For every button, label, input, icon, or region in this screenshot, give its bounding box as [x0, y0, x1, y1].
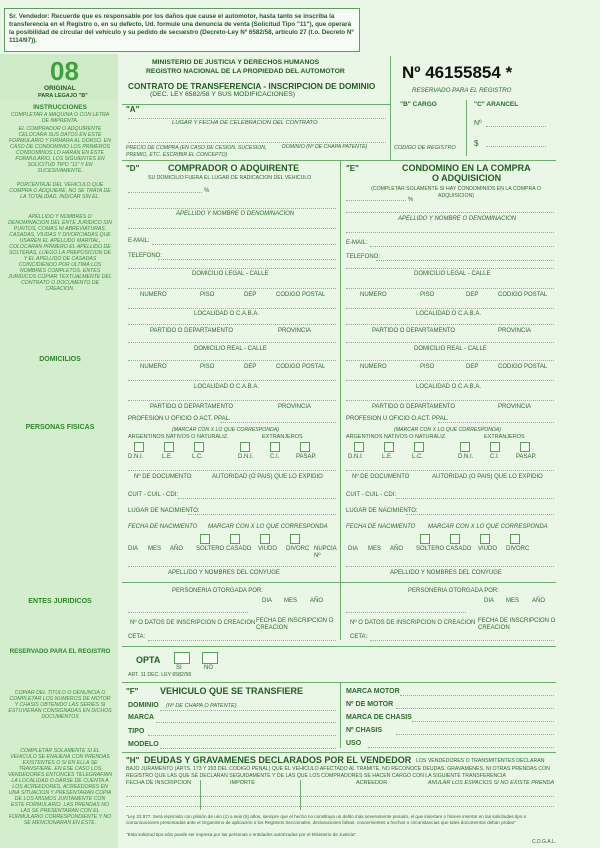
d-mark-x-label: (MARCAR CON X LO QUE CORRESPONDA) — [172, 427, 279, 433]
e-name-line2 — [346, 232, 554, 233]
h-row-line-1 — [126, 796, 554, 797]
arancel-n-line — [486, 126, 546, 127]
reserved-label: RESERVADO PARA EL REGISTRO — [412, 87, 512, 94]
e-widowed-label: VIUDO — [478, 546, 498, 552]
section-e-subtitle: (COMPLETAR SOLAMENTE SI HAY CONDOMINIOS EN LA COMPRA O ADQUISICION) — [371, 186, 541, 199]
e-pasap-label: PASAP. — [516, 454, 537, 460]
e-entes-date-label: FECHA DE INSCRIPCION O CREACION — [478, 618, 556, 631]
d-entes-divider — [122, 582, 556, 583]
section-e-title: CONDOMINO EN LA COMPRA — [402, 163, 531, 173]
instructions-sidebar — [0, 100, 118, 848]
e-birthdate-label: FECHA DE NACIMIENTO — [346, 524, 416, 530]
h-cancel-col: ANULAR LOS ESPACIOS SI NO EXISTE PRENDA — [428, 780, 555, 786]
d-real-postal-label: CODIGO POSTAL — [276, 364, 326, 370]
d-phone-line — [158, 259, 336, 260]
e-legal-number-line — [346, 288, 554, 289]
d-real-partido-line — [128, 400, 336, 401]
e-entes-day-label: DIA — [484, 598, 495, 604]
d-legal-partido-label: PARTIDO O DEPARTAMENTO — [150, 328, 234, 334]
d-legal-postal-label: CODIGO POSTAL — [276, 292, 326, 298]
seller-warning-text: Sr. Vendedor: Recuerde que es responsable por los daños que cause el automotor, hasta tanto se inscriba la transferencia en el Registro o, en su defecto, Ud. formule una denuncia de venta (Solicitud Tipo "11"), que operará la posibilidad de circular del vehículo y su pedido de secuestro (Decreto-Ley Nº 6582/58, artículo 27 (t.o. Decreto Nº 1114/97)). — [9, 13, 354, 44]
d-entes-year-label: AÑO — [310, 598, 324, 604]
h-col-divider-2 — [300, 780, 301, 810]
d-cuit-line — [178, 498, 336, 499]
e-real-postal-label: CODIGO POSTAL — [498, 364, 548, 370]
f-domain-line — [160, 710, 336, 711]
footer-code: C.D.G.A.L. — [532, 839, 557, 845]
e-divorced-label: DIVORC — [506, 546, 530, 552]
e-mark-x2-label: MARCAR CON X LO QUE CORRESPONDA — [428, 524, 548, 530]
sidebar-personas-fisicas: PERSONAS FISICAS — [25, 424, 95, 431]
section-d-subtitle: SU DOMICILIO FUERA EL LUGAR DE RADICACION DEL VEHICULO — [148, 175, 312, 181]
f-engine-brand-label: MARCA MOTOR — [346, 688, 400, 695]
section-a-label: "A" — [126, 105, 140, 114]
e-ci-label: C.I. — [490, 454, 500, 460]
d-profession-line — [220, 422, 336, 423]
reserved-divider — [466, 100, 467, 156]
section-h-top-line — [122, 752, 556, 753]
d-day-label: DIA — [128, 546, 139, 552]
e-real-locality-label: LOCALIDAD O C.A.B.A. — [416, 384, 482, 390]
d-doc-box-5[interactable] — [270, 442, 280, 452]
f-type-label: TIPO — [128, 728, 145, 735]
e-ceta-line — [370, 640, 554, 641]
contract-place-line — [128, 118, 386, 119]
e-status-box-1[interactable] — [420, 534, 430, 544]
e-phone-label: TELEFONO: — [346, 254, 381, 260]
sidebar-instruction-3: PORCENTAJE DEL VEHICULO QUE COMPRA O ADQUIERE, NO SE TRATA DE LA TOTALIDAD, INDICAR SIN EL. — [9, 182, 111, 200]
e-dni-label: D.N.I. — [348, 454, 364, 460]
d-doc-number-line — [128, 470, 336, 471]
section-a-divider — [390, 56, 391, 160]
e-email-line — [370, 246, 554, 247]
f-engine-brand-line — [400, 695, 554, 696]
section-e-percent: % — [408, 197, 414, 203]
footer-note-1: "Ley 22.977. Será reprimido con prisión de uno (1) a seis (6) años, siempre que el hecho no constituya un delito más severamente penado, el que insertare o hiciere insertar en las solicitudes tipo o comunicaciones presentadas ante el Organismo de aplicación o los Registros Seccionales, declaraciones falsas, concernientes a hechos o circunstancias que tales documentos deban probar" — [126, 814, 527, 825]
d-real-locality-label: LOCALIDAD O C.A.B.A. — [194, 384, 260, 390]
e-legal-floor-label: PISO — [420, 292, 435, 298]
d-doc-box-2[interactable] — [164, 442, 174, 452]
e-argentinos-label: ARGENTINOS NATIVOS O NATURALIZ. — [346, 434, 447, 440]
f-model-line — [160, 748, 336, 749]
d-profession-label: PROFESION U OFICIO O ACT. PPAL. — [128, 416, 231, 422]
e-doc-authority-label: AUTORIDAD (O PAIS) QUE LO EXPIDIO — [432, 474, 543, 480]
law-subtitle: (DEC. LEY 6582/58 Y SUS MODIFICACIONES) — [150, 91, 296, 98]
e-profession-line — [438, 422, 554, 423]
section-d-title: COMPRADOR O ADQUIRENTE — [168, 163, 300, 173]
e-profession-label: PROFESION U OFICIO O ACT. PPAL. — [346, 416, 449, 422]
h-row-line-2 — [126, 806, 554, 807]
h-date-col: FECHA DE INSCRIPCION — [126, 780, 192, 786]
d-legal-locality-line — [128, 308, 336, 309]
d-real-locality-line — [128, 380, 336, 381]
sidebar-instruction-6: COMPLETAR SOLAMENTE SI EL VEHICULO SE ENAJENA CON PRENDAS EXISTENTES O SI EN ELLA SE TRANSFIERE. EN ESE CASO LOS VENDEDORES ENTONCES TELEGRAFIAN LA LOCALIDAD O DARSE DE CUENTA A LOS ACREEDORES, ACREEDORES EN UNA SITUACION Y PRESENTARAN COPIA DE LOS MISMOS JUNTAMENTE CON ESTE FORMULARIO. LAS PRENDAS NO LAS SE PRESENTARAN CON EL FORMULARIO CORRESPONDIENTE Y NO SE MENCIONARAN EN ESTE. — [8, 748, 112, 826]
d-dni-label: D.N.I. — [128, 454, 144, 460]
f-use-label: USO — [346, 740, 362, 747]
e-real-number-label: NUMERO — [360, 364, 387, 370]
d-doc-number-label: Nº DE DOCUMENTO — [134, 474, 192, 480]
e-real-province-label: PROVINCIA — [498, 404, 532, 410]
d-year-label: AÑO — [170, 546, 184, 552]
section-h-label: "H" — [126, 756, 140, 765]
e-phone-line — [376, 260, 554, 261]
e-status-box-3[interactable] — [480, 534, 490, 544]
e-entes-year-label: AÑO — [532, 598, 546, 604]
d-email-label: E-MAIL: — [128, 238, 150, 244]
d-doc-box-1[interactable] — [134, 442, 144, 452]
f-model-label: MODELO — [128, 741, 159, 748]
e-name-line — [346, 212, 554, 213]
e-doc-box-3[interactable] — [414, 442, 424, 452]
d-married-label: CASADO — [226, 546, 252, 552]
h-col-divider-1 — [200, 780, 201, 810]
d-legal-street-line — [128, 268, 336, 269]
domain-plate-label: DOMINIO (Nº DE CHAPA PATENTE) — [282, 144, 368, 150]
d-entes-month-label: MES — [284, 598, 298, 604]
d-entes-data-label: Nº O DATOS DE INSCRIPCION O CREACION — [130, 620, 256, 626]
opta-art-label: ART. 11 DEC. LEY 6582/58 — [128, 672, 192, 678]
section-a-top-line — [122, 104, 390, 105]
d-le-label: L.E. — [162, 454, 173, 460]
d-ci-label: C.I. — [270, 454, 280, 460]
f-brand-line — [156, 722, 336, 723]
d-ceta-line — [148, 640, 336, 641]
e-real-number-line — [346, 360, 554, 361]
e-status-box-4[interactable] — [510, 534, 520, 544]
sidebar-instruction-2: EL COMPRADOR O ADQUIRENTE CELOCARA SUS DATOS EN ESTE FORMULARIO Y FIRMARA AL DORSO. EN CASO DE CONDOMINIO LOS PRIMEROS CONDOMINOS LO HARAN EN ESTE FORMULARIO, LOS SIGUIENTES EN SOLICITUD TIPO "11" Y EN SUCESIVAMENTE. — [9, 126, 111, 174]
d-lc-label: L.C. — [192, 454, 204, 460]
e-legal-number-label: NUMERO — [360, 292, 387, 298]
d-legal-number-label: NUMERO — [140, 292, 167, 298]
e-doc-number-line — [346, 470, 554, 471]
section-h-text: LOS VENDEDORES O TRANSMITENTES DECLARAN BAJO JURAMENTO (ARTS. 173 Y 293 DEL CODIGO PENAL) QUE EL VEHICULO AFECTADO AL TRAMITE, NO RECONOCE DEUDAS, GRAVAMENES, NI OTRAS PRENDAS CON REGISTRO QUE LAS QUE SE DECLARAN SEGUIDAMENTE Y DE LAS QUE LOS COMPRADORES SE HACEN CARGO CON LA SIGUIENTE TRANSFERENCIA — [126, 758, 550, 779]
f-brand-label: MARCA — [128, 714, 155, 721]
e-legal-dep-label: DEP — [466, 292, 479, 298]
d-mark-x2-label: MARCAR CON X LO QUE CORRESPONDA — [208, 524, 328, 530]
d-real-street-label: DOMICILIO REAL - CALLE — [194, 346, 267, 352]
contract-place-label: LUGAR Y FECHA DE CELEBRACION DEL CONTRATO — [172, 120, 318, 126]
d-status-box-2[interactable] — [230, 534, 240, 544]
d-name-label: APELLIDO Y NOMBRE O DENOMINACION — [176, 211, 295, 217]
d-birthplace-label: LUGAR DE NACIMIENTO: — [128, 508, 200, 514]
d-real-floor-label: PISO — [200, 364, 215, 370]
d-real-street-line — [128, 342, 336, 343]
section-de-top-line — [122, 160, 556, 161]
d-dni-ext-label: D.N.I. — [238, 454, 254, 460]
d-legal-locality-label: LOCALIDAD O C.A.B.A. — [194, 311, 260, 317]
d-spouse-line — [128, 566, 336, 567]
d-real-partido-label: PARTIDO O DEPARTAMENTO — [150, 404, 234, 410]
e-real-partido-line — [346, 400, 554, 401]
e-month-label: MES — [368, 546, 382, 552]
e-day-label: DIA — [348, 546, 359, 552]
d-status-box-3[interactable] — [260, 534, 270, 544]
e-real-locality-line — [346, 380, 554, 381]
e-entes-data-line — [346, 612, 466, 613]
d-doc-authority-label: AUTORIDAD (O PAIS) QUE LO EXPIDIO — [212, 474, 323, 480]
e-real-floor-label: PISO — [420, 364, 435, 370]
sidebar-instruction-1: COMPLETAR A MAQUINA O CON LETRA DE IMPRENTA. — [10, 112, 110, 124]
sidebar-entes-juridicos: ENTES JURIDICOS — [28, 598, 92, 605]
d-pasap-label: PASAP. — [296, 454, 317, 460]
registry-title: REGISTRO NACIONAL DE LA PROPIEDAD DEL AUTOMOTOR — [146, 68, 345, 75]
sidebar-instructions-title: INSTRUCCIONES — [33, 104, 87, 111]
e-dni-ext-label: D.N.I. — [458, 454, 474, 460]
f-domain-note: (Nº DE CHAPA O PATENTE) — [166, 703, 237, 709]
d-spouse-label: APELLIDO Y NOMBRES DEL CONYUGE — [168, 570, 280, 576]
f-type-line — [148, 735, 336, 736]
section-d-percent: % — [204, 188, 210, 194]
e-year-label: AÑO — [390, 546, 404, 552]
sidebar-instruction-4: APELLIDO Y NOMBRES O DENOMINACION DEL ENTE JURIDICO SIN PUNTOS, COMAS NI ABREVIATURAS. CASADAS, VIUDAS Y DIVORCIADAS QUE USAREN EL APELLIDO MARITAL, COLOCARAN PRIMERO EL APELLIDO DE SOLTERAS, LUEGO LA PREPOSICION DE Y EL APELLIDO DE CASADAS COINCIDIENDO POR ULTIMA LOS NOMBRES COMPLETOS. ENTES JURIDICOS COPIAR TEXTUALMENTE DEL CONTRATO O DOCUMENTO DE CREACION. — [8, 214, 112, 292]
d-doc-box-4[interactable] — [240, 442, 250, 452]
arancel-dollar-line — [486, 146, 546, 147]
sidebar-domicilios: DOMICILIOS — [39, 356, 81, 363]
e-legal-province-label: PROVINCIA — [498, 328, 532, 334]
d-birthplace-line — [188, 514, 336, 515]
cargo-label: "B" CARGO — [400, 101, 437, 108]
section-de-divider — [340, 160, 341, 640]
section-f-title: VEHICULO QUE SE TRANSFIERE — [160, 686, 304, 696]
e-cuit-line — [396, 498, 554, 499]
d-name-line — [128, 208, 336, 209]
d-legal-number-line — [128, 288, 336, 289]
e-legal-locality-line — [346, 308, 554, 309]
opta-si-label: SI — [176, 665, 182, 671]
d-widowed-label: VIUDO — [258, 546, 278, 552]
arancel-dollar-label: $ — [474, 139, 479, 148]
opta-no-label: NO — [204, 665, 213, 671]
e-single-label: SOLTERO — [416, 546, 445, 552]
d-legal-partido-line — [128, 324, 336, 325]
e-real-street-label: DOMICILIO REAL - CALLE — [414, 346, 487, 352]
e-personeria-label: PERSONERIA OTORGADA POR: — [408, 588, 499, 594]
d-phone-label: TELEFONO: — [128, 253, 163, 259]
d-status-box-1[interactable] — [200, 534, 210, 544]
d-entes-date-label: FECHA DE INSCRIPCION O CREACION — [256, 618, 334, 631]
f-chassis-number-label: Nº CHASIS — [346, 727, 383, 734]
e-extranjeros-label: EXTRANJEROS — [484, 434, 525, 440]
f-engine-number-line — [396, 708, 554, 709]
e-doc-box-6[interactable] — [520, 442, 530, 452]
d-month-label: MES — [148, 546, 162, 552]
d-personeria-label: PERSONERIA OTORGADA POR: — [172, 588, 263, 594]
e-entes-month-label: MES — [506, 598, 520, 604]
e-real-street-line — [346, 342, 554, 343]
d-nupcia-label: NUPCIA Nº — [314, 546, 337, 559]
d-name-line2 — [128, 228, 336, 229]
d-real-number-line — [128, 360, 336, 361]
e-mark-x-label: (MARCAR CON X LO QUE CORRESPONDA) — [394, 427, 501, 433]
section-d-percent-line — [128, 192, 202, 193]
d-birthdate-label: FECHA DE NACIMIENTO — [128, 524, 198, 530]
opta-no-box[interactable] — [202, 652, 218, 664]
section-d-label: "D" — [126, 164, 140, 173]
form-original-label: ORIGINAL — [44, 85, 76, 92]
d-real-dep-label: DEP — [244, 364, 257, 370]
d-doc-box-6[interactable] — [300, 442, 310, 452]
e-email-label: E-MAIL: — [346, 240, 368, 246]
section-f-label: "F" — [126, 687, 139, 696]
d-single-label: SOLTERO — [196, 546, 225, 552]
e-legal-partido-line — [346, 324, 554, 325]
e-status-box-2[interactable] — [450, 534, 460, 544]
e-legal-street-label: DOMICILIO LEGAL - CALLE — [414, 271, 491, 277]
sidebar-reservado: RESERVADO PARA EL REGISTRO — [9, 648, 111, 655]
e-birthplace-label: LUGAR DE NACIMIENTO: — [346, 508, 418, 514]
d-real-number-label: NUMERO — [140, 364, 167, 370]
d-legal-street-label: DOMICILIO LEGAL - CALLE — [192, 271, 269, 277]
e-real-dep-label: DEP — [466, 364, 479, 370]
opta-si-box[interactable] — [174, 652, 190, 664]
e-doc-box-4[interactable] — [460, 442, 470, 452]
price-label: PRECIO DE COMPRA (EN CASO DE CESION, SUCESION, PREMIO, ETC. ESCRIBIR EL CONCEPTO) — [126, 145, 267, 158]
section-f-top-line — [122, 682, 556, 683]
f-chassis-brand-line — [412, 721, 554, 722]
opta-label: OPTA — [136, 655, 161, 665]
e-legal-locality-label: LOCALIDAD O C.A.B.A. — [416, 311, 482, 317]
e-spouse-label: APELLIDO Y NOMBRES DEL CONYUGE — [390, 570, 502, 576]
d-real-province-label: PROVINCIA — [278, 404, 312, 410]
form-legajo-label: PARA LEGAJO "B" — [38, 93, 88, 99]
e-legal-street-line — [346, 268, 554, 269]
f-chassis-number-line — [396, 734, 554, 735]
d-cuit-label: CUIT - CUIL - CDI: — [128, 492, 179, 498]
e-married-label: CASADO — [446, 546, 472, 552]
price-line — [128, 142, 386, 143]
arancel-label: "C" ARANCEL — [474, 101, 519, 108]
e-cuit-label: CUIT - CUIL - CDI: — [346, 492, 397, 498]
d-legal-province-label: PROVINCIA — [278, 328, 312, 334]
e-real-partido-label: PARTIDO O DEPARTAMENTO — [372, 404, 456, 410]
f-chassis-brand-label: MARCA DE CHASIS — [346, 714, 412, 721]
e-doc-number-label: Nº DE DOCUMENTO — [352, 474, 410, 480]
e-doc-box-1[interactable] — [354, 442, 364, 452]
e-entes-data-label: Nº O DATOS DE INSCRIPCION O CREACION — [350, 620, 476, 626]
codigo-registro-label: CODIGO DE REGISTRO — [394, 145, 456, 151]
d-entes-day-label: DIA — [262, 598, 273, 604]
f-engine-number-label: Nº DE MOTOR — [346, 701, 394, 708]
d-doc-box-3[interactable] — [194, 442, 204, 452]
e-le-label: L.E. — [382, 454, 393, 460]
d-ceta-label: CETA: — [128, 634, 146, 640]
seller-warning-box — [4, 8, 360, 52]
section-e-title2: O ADQUISICION — [432, 173, 502, 183]
e-doc-box-5[interactable] — [490, 442, 500, 452]
e-birthplace-line — [406, 514, 554, 515]
form-number: 08 — [50, 56, 79, 86]
e-name-label: APELLIDO Y NOMBRE O DENOMINACION — [398, 216, 517, 222]
h-amount-col: IMPORTE — [230, 780, 255, 786]
d-status-box-4[interactable] — [290, 534, 300, 544]
section-f-divider — [340, 682, 341, 748]
d-email-line — [152, 244, 336, 245]
opta-top-line — [122, 646, 556, 647]
e-spouse-line — [346, 566, 554, 567]
sidebar-instruction-5: COPIAR DEL TITULO O DENUNCIA O COMPLETAR LOS NUMEROS DE MOTOR Y CHASIS OBTENIDO LAS SERIES SI ESTUVIERAN CONSIGNADAS EN DICHOS DOCUMENTOS — [8, 690, 112, 720]
serial-number: Nº 46155854 * — [402, 63, 513, 82]
ministry-title: MINISTERIO DE JUSTICIA Y DERECHOS HUMANOS — [152, 59, 320, 66]
d-divorced-label: DIVORC — [286, 546, 310, 552]
e-legal-postal-label: CODIGO POSTAL — [498, 292, 548, 298]
section-e-percent-line — [346, 200, 406, 201]
e-ceta-label: CETA: — [350, 634, 368, 640]
contract-title: CONTRATO DE TRANSFERENCIA - INSCRIPCION DE DOMINIO — [128, 81, 376, 91]
e-doc-box-2[interactable] — [384, 442, 394, 452]
e-lc-label: L.C. — [412, 454, 424, 460]
section-e-label: "E" — [346, 164, 359, 173]
d-argentinos-label: ARGENTINOS NATIVOS O NATURALIZ. — [128, 434, 229, 440]
h-creditor-col: ACREEDOR — [356, 780, 388, 786]
form-number-box — [12, 56, 108, 102]
footer-note-2: "Esta solicitud tipo sólo puede ser impresa por las personas o entidades autorizadas por el Ministerio de Justicia" — [126, 832, 357, 837]
f-use-line — [368, 747, 554, 748]
d-legal-floor-label: PISO — [200, 292, 215, 298]
d-legal-dep-label: DEP — [244, 292, 257, 298]
d-extranjeros-label: EXTRANJEROS — [262, 434, 303, 440]
d-entes-data-line — [128, 612, 248, 613]
f-domain-label: DOMINIO — [128, 702, 159, 709]
section-h-title: DEUDAS Y GRAVAMENES DECLARADOS POR EL VENDEDOR — [144, 755, 412, 765]
e-legal-partido-label: PARTIDO O DEPARTAMENTO — [372, 328, 456, 334]
arancel-n-label: Nº — [474, 120, 482, 127]
